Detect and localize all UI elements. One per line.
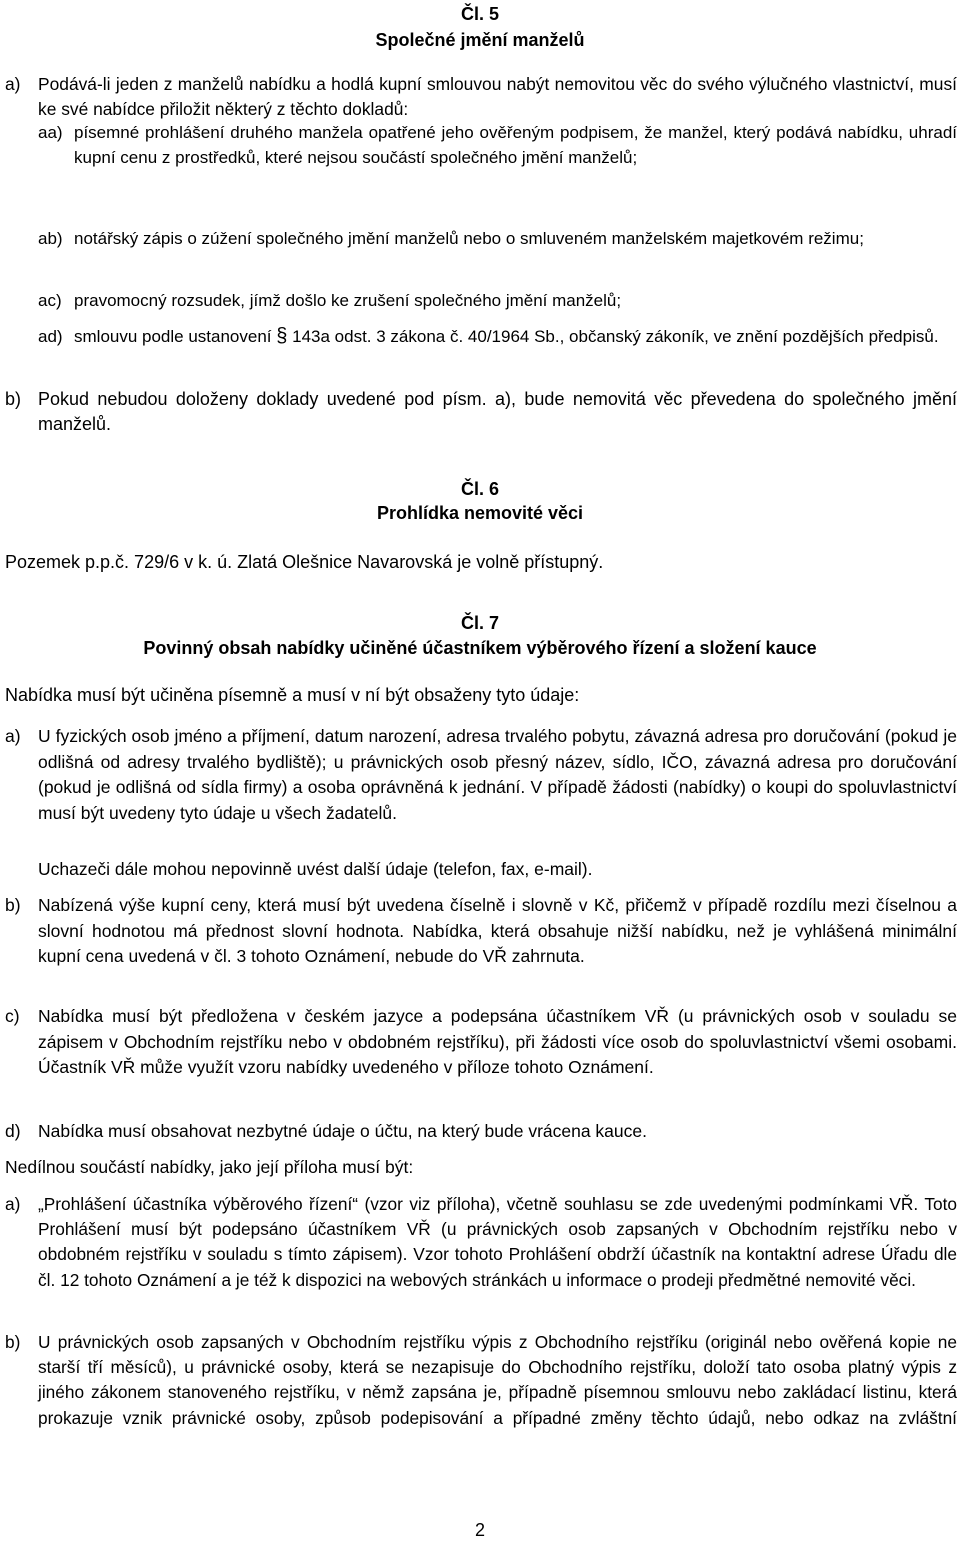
item-text: notářský zápis o zúžení společného jmění manželů nebo o smluveném manželském majetkovém režimu;	[74, 229, 864, 248]
article-7-intro: Nabídka musí být učiněna písemně a musí v ní být obsaženy tyto údaje:	[5, 685, 580, 705]
item-text: U fyzických osob jméno a příjmení, datum narození, adresa trvalého pobytu, závazná adresa pro doručování (pokud je odlišná od adresy trvalého bydliště); u právnických osob přesný název, sídlo, IČO, závazná adresa pro doručování (pokud je odlišná od sídla firmy) a osoba oprávněná k jednání. V případě žádosti (nabídky) o koupi do spoluvlastnictví musí být uvedeny tyto údaje u všech žadatelů.	[38, 726, 957, 823]
art5-item-b	[5, 387, 957, 437]
art5-item-ac	[38, 288, 957, 313]
page-number: 2	[474, 1520, 485, 1540]
art7-item-b	[5, 893, 957, 970]
section-sign: §	[276, 325, 288, 347]
art7-item-a-note: Uchazeči dále mohou nepovinně uvést další údaje (telefon, fax, e-mail).	[38, 859, 593, 879]
item-label: a)	[5, 726, 21, 746]
art7-attachment-a	[5, 1192, 957, 1293]
item-label: b)	[5, 895, 21, 915]
item-label: ad)	[38, 327, 63, 346]
item-text: písemné prohlášení druhého manžela opatřené jeho ověřeným podpisem, že manžel, který podává nabídku, uhradí kupní cenu z prostředků, které nejsou součástí společného jmění manželů;	[74, 123, 957, 167]
art5-item-a	[5, 72, 957, 122]
item-text: U právnických osob zapsaných v Obchodním rejstříku výpis z Obchodního rejstříku (originál nebo ověřená kopie ne starší tří měsíců), u právnické osoby, která se nezapisuje do Obchodního rejstříku, doloží tato osoba platný výpis z jiného zákonem stanoveného rejstříku, v němž zapsána je, případně písemnou smlouvu nebo zakládací listinu, která prokazuje vznik právnické osoby, způsob podepisování a případné změny těchto údajů, nebo odkaz na zvláštní	[38, 1332, 957, 1428]
art5-item-aa	[38, 120, 957, 170]
item-label: d)	[5, 1121, 21, 1141]
item-text: Nabídka musí obsahovat nezbytné údaje o účtu, na který bude vrácena kauce.	[38, 1121, 647, 1141]
item-text: Nabídka musí být předložena v českém jazyce a podepsána účastníkem VŘ (u právnických osob v souladu se zápisem v Obchodním rejstříku nebo v obdobném rejstříku), při žádosti více osob do spoluvlastnictví všemi osobami. Účastník VŘ může využít vzoru nabídky uvedeného v příloze tohoto Oznámení.	[38, 1006, 957, 1077]
art5-item-ad	[38, 324, 957, 349]
item-text: Pokud nebudou doloženy doklady uvedené pod písm. a), bude nemovitá věc převedena do společného jmění manželů.	[38, 389, 957, 434]
article-6-number: Čl. 6	[460, 479, 499, 499]
item-label: c)	[5, 1006, 20, 1026]
art7-item-a	[5, 724, 957, 826]
article-7-title: Povinný obsah nabídky učiněné účastníkem výběrového řízení a složení kauce	[143, 638, 817, 658]
item-label: b)	[5, 1332, 21, 1352]
art7-item-c	[5, 1004, 957, 1081]
item-label: ac)	[38, 291, 62, 310]
art5-item-ab	[38, 226, 957, 251]
art7-item-d	[5, 1119, 957, 1144]
article-6-title: Prohlídka nemovité věci	[376, 503, 584, 523]
ad-text-part-1: smlouvu podle ustanovení	[74, 327, 272, 346]
item-label: a)	[5, 1194, 21, 1214]
item-text: Nabízená výše kupní ceny, která musí být uvedena číselně i slovně v Kč, přičemž v případě rozdílu mezi číselnou a slovní hodnotou má přednost slovní hodnota. Nabídka, která obsahuje nižší nabídku, než je vyhlášená minimální kupní cena uvedená v čl. 3 tohoto Oznámení, nebude do VŘ zahrnuta.	[38, 895, 957, 966]
article-7-intro-2: Nedílnou součástí nabídky, jako její příloha musí být:	[5, 1157, 414, 1177]
item-label: ab)	[38, 229, 63, 248]
article-6-text: Pozemek p.p.č. 729/6 v k. ú. Zlatá Olešnice Navarovská je volně přístupný.	[5, 552, 604, 572]
article-7-number: Čl. 7	[460, 613, 499, 633]
item-text	[74, 324, 957, 349]
item-label: b)	[5, 389, 22, 409]
art7-attachment-b	[5, 1330, 957, 1431]
ad-text-part-2: 143a odst. 3 zákona č. 40/1964 Sb., občanský zákoník, ve znění pozdějších předpisů.	[292, 327, 939, 346]
item-label: aa)	[38, 123, 63, 142]
item-text: Podává-li jeden z manželů nabídku a hodlá kupní smlouvou nabýt nemovitou věc do svého výlučného vlastnictví, musí ke své nabídce přiložit některý z těchto dokladů:	[38, 74, 957, 119]
item-label: a)	[5, 74, 21, 94]
article-5-title: Společné jmění manželů	[375, 30, 585, 50]
item-text: pravomocný rozsudek, jímž došlo ke zrušení společného jmění manželů;	[74, 291, 622, 310]
item-text: „Prohlášení účastníka výběrového řízení“ (vzor viz příloha), včetně souhlasu se zde uvedenými podmínkami VŘ. Toto Prohlášení musí být podepsáno účastníkem VŘ (u právnických osob zapsaných v Obchodním rejstříku nebo v obdobném rejstříku v souladu s tímto zápisem). Vzor tohoto Prohlášení obdrží účastník na kontaktní adrese Úřadu dle čl. 12 tohoto Oznámení a je též k dispozici na webových stránkách u informace o prodeji předmětné nemovité věci.	[38, 1194, 957, 1290]
article-5-number: Čl. 5	[460, 4, 499, 24]
